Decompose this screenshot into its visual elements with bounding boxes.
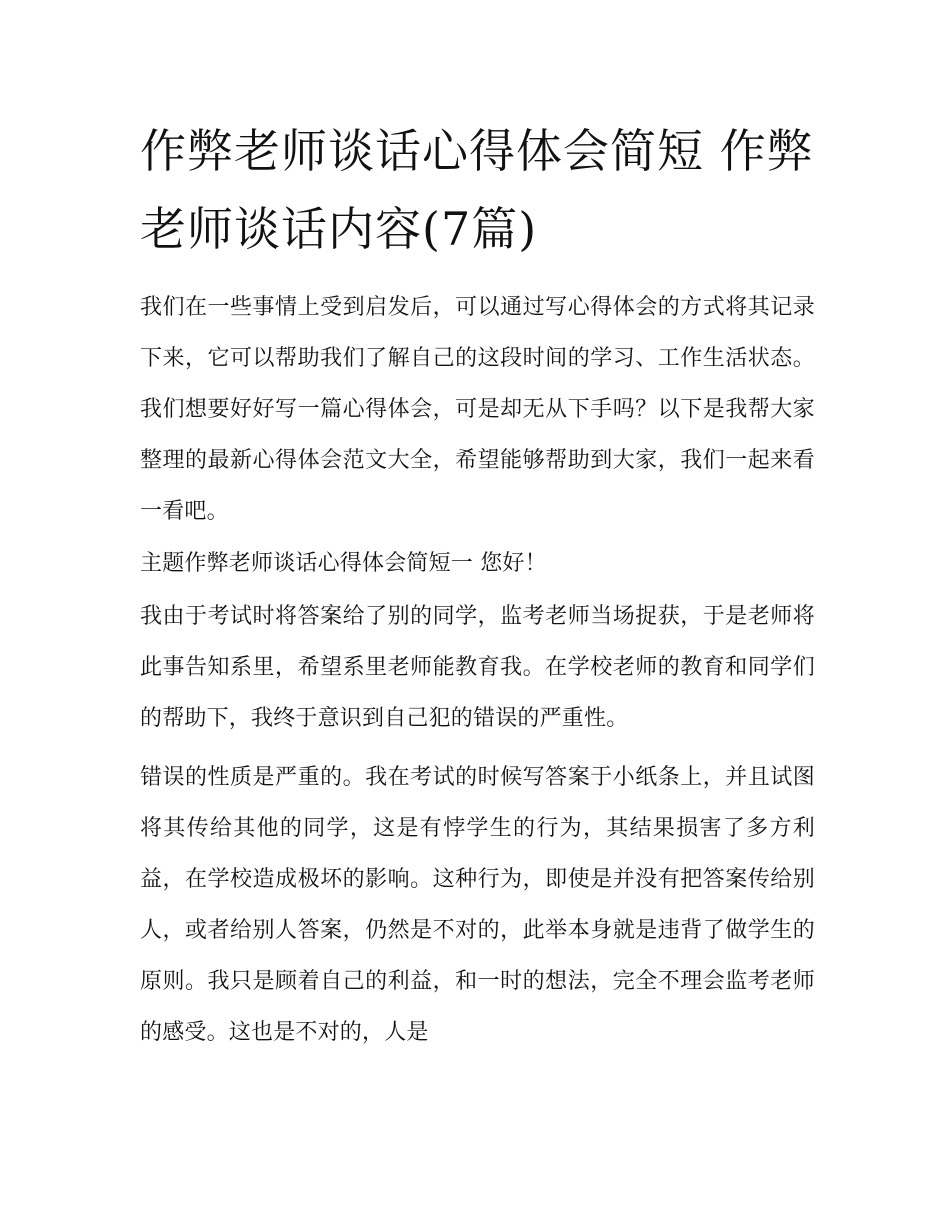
- document-title: 作弊老师谈话心得体会简短 作弊老师谈话内容(7篇): [140, 124, 814, 256]
- document-body: [140, 282, 815, 1058]
- body-paragraph-2: 错误的性质是严重的。我在考试的时候写答案于小纸条上，并且试图将其传给其他的同学，这是有悖学生的行为，其结果损害了多方利益，在学校造成极坏的影响。这种行为，即使是并没有把答案传给别人，或者给别人答案，仍然是不对的，此举本身就是违背了做学生的原则。我只是顾着自己的利益，和一时的想法，完全不理会监考老师的感受。这也是不对的，人是: [140, 765, 815, 1045]
- body-paragraph-1: 我由于考试时将答案给了别的同学，监考老师当场捉获，于是老师将此事告知系里，希望系里老师能教育我。在学校老师的教育和同学们的帮助下，我终于意识到自己犯的错误的严重性。: [140, 604, 815, 731]
- section-heading: 主题作弊老师谈话心得体会简短一 您好！: [140, 551, 547, 576]
- intro-paragraph: 我们在一些事情上受到启发后，可以通过写心得体会的方式将其记录下来，它可以帮助我们了解自己的这段时间的学习、工作生活状态。我们想要好好写一篇心得体会，可是却无从下手吗？以下是我帮大家整理的最新心得体会范文大全，希望能够帮助到大家，我们一起来看一看吧。: [140, 295, 815, 524]
